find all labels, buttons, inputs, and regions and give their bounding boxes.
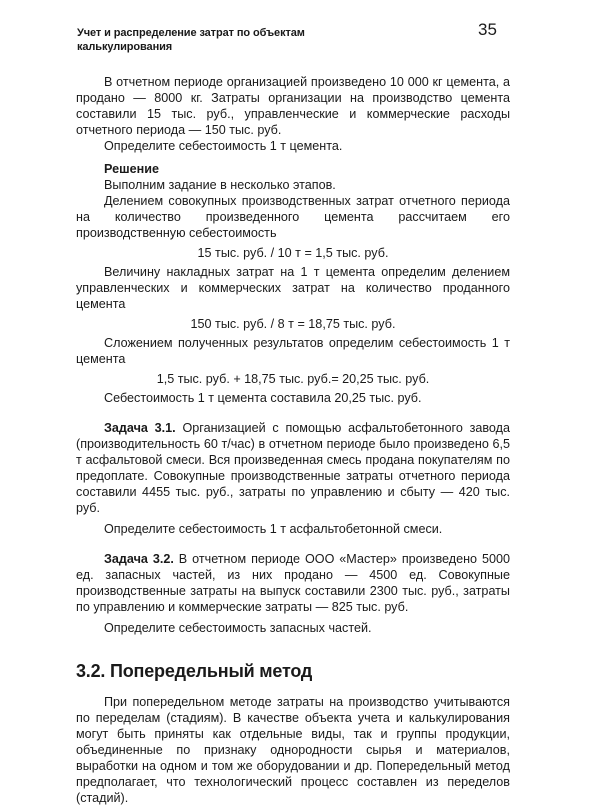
example-task: Определите себестоимость 1 т цемента. xyxy=(104,139,343,153)
solution-conclusion: Себестоимость 1 т цемента составила 20,25 тыс. руб. xyxy=(104,391,422,405)
solution-step-2: Величину накладных затрат на 1 т цемента определим делением управленческих и коммерческих затрат на количество проданного цемента xyxy=(76,265,510,311)
formula-3: 1,5 тыс. руб. + 18,75 тыс. руб.= 20,25 тыс. руб. xyxy=(156,372,430,386)
example-statement: В отчетном периоде организацией произведено 10 000 кг цемента, а продано — 8000 кг. Затраты организации на производство цемента составили 15 тыс. руб., управленческие и коммерческие расходы отчетного периода — 150 тыс. руб. xyxy=(76,75,510,137)
page-body xyxy=(76,74,510,806)
task-3-2-label: Задача 3.2. xyxy=(104,552,174,566)
task-3-1-question: Определите себестоимость 1 т асфальтобетонной смеси. xyxy=(104,522,443,536)
task-3-2-question: Определите себестоимость запасных частей. xyxy=(104,621,372,635)
running-title-line-2: калькулирования xyxy=(77,41,173,53)
solution-intro: Выполним задание в несколько этапов. xyxy=(104,178,336,192)
running-header xyxy=(77,26,367,54)
formula-1: 15 тыс. руб. / 10 т = 1,5 тыс. руб. xyxy=(197,246,389,260)
solution-step-1: Делением совокупных производственных затрат отчетного периода на количество произведенного цемента рассчитаем его производственную себестоимость xyxy=(76,194,510,240)
task-3-1-label: Задача 3.1. xyxy=(104,421,176,435)
solution-step-3: Сложением полученных результатов определим себестоимость 1 т цемента xyxy=(76,336,510,366)
section-title: 3.2. Попередельный метод xyxy=(76,661,313,681)
solution-heading: Решение xyxy=(104,162,159,176)
task-3-2 xyxy=(76,551,510,615)
section-paragraph: При попередельном методе затраты на производство учитываются по переделам (стадиям). В качестве объекта учета и калькулирования могут быть приняты как отдельные виды, так и группы продукции, объединенные по признаку однородности сырья и материалов, выработки на одном и том же оборудовании и др. Попередельный метод предполагает, что технологический процесс составлен из переделов (стадий). xyxy=(76,695,510,805)
formula-2: 150 тыс. руб. / 8 т = 18,75 тыс. руб. xyxy=(190,317,396,331)
task-3-1 xyxy=(76,420,510,516)
page-number: 35 xyxy=(478,20,497,39)
task-3-1-text: Организацией с помощью асфальтобетонного завода (производительность 60 т/час) в отчетном периоде было произведено 6,5 т асфальтовой смеси. Вся произведенная смесь продана покупателям по предоплате. Совокупные производственные затраты отчетного периода составили 4455 тыс. руб., затраты по управлению и сбыту — 420 тыс. руб. xyxy=(76,421,510,515)
task-3-2-text: В отчетном периоде ООО «Мастер» произведено 5000 ед. запасных частей, из них продано — 4500 ед. Совокупные производственные затраты на выпуск составили 2300 тыс. руб., затраты по управлению и коммерческие затраты — 825 тыс. руб. xyxy=(76,552,511,614)
running-title-line-1: Учет и распределение затрат по объектам xyxy=(77,27,305,39)
